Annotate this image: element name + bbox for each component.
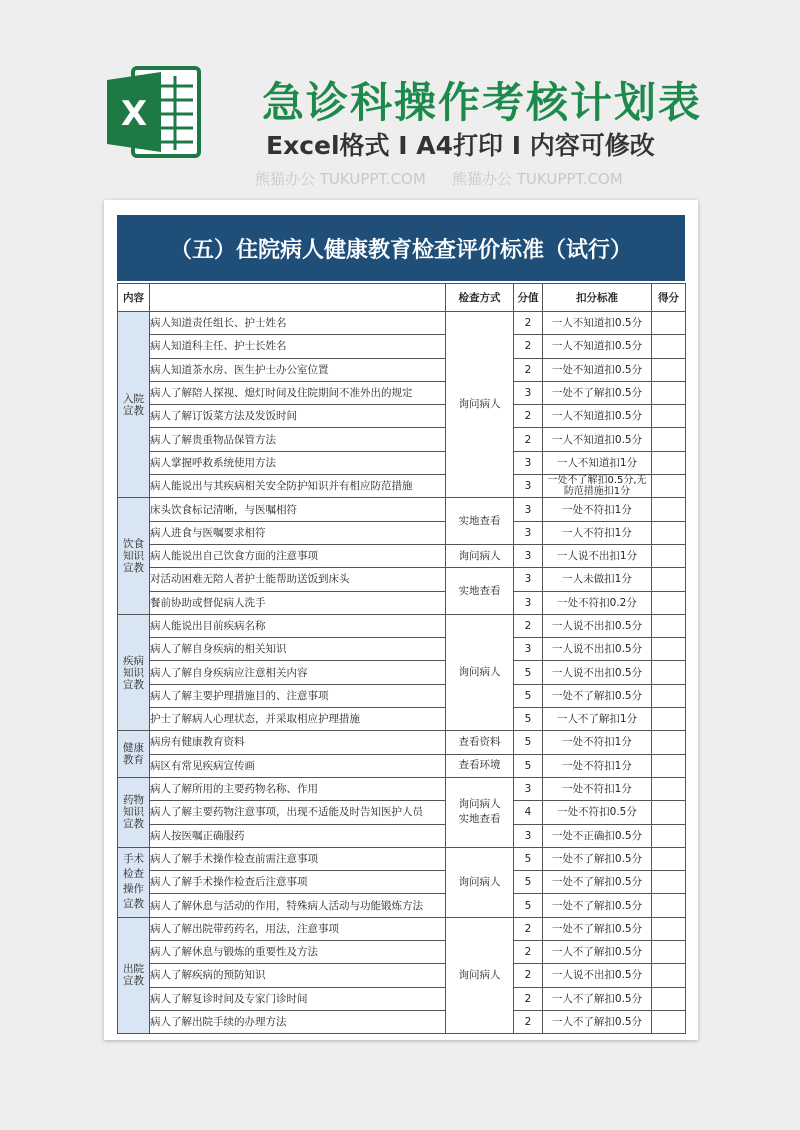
result-cell[interactable] (652, 801, 686, 824)
table-row (118, 777, 686, 800)
col-header-content-detail (150, 284, 446, 312)
result-cell[interactable] (652, 614, 686, 637)
standard-cell: 一处不了解扣0.5分 (543, 684, 652, 707)
method-cell (446, 498, 514, 545)
standard-cell: 一处不了解扣0.5分 (543, 847, 652, 870)
watermark: 熊猫办公 TUKUPPT.COM (452, 170, 623, 188)
result-cell[interactable] (652, 475, 686, 498)
content-cell: 病人知道责任组长、护士姓名 (150, 312, 446, 335)
table-row (118, 871, 686, 894)
table-row (118, 964, 686, 987)
col-header-score: 分值 (514, 284, 543, 312)
table-row (118, 754, 686, 777)
method-label: 询问病人 (458, 398, 501, 411)
method-cell (446, 754, 514, 777)
method-label: 查看环境 (458, 759, 501, 772)
method-label: 询问病人 (458, 549, 501, 562)
score-cell: 2 (514, 312, 543, 335)
score-cell: 2 (514, 614, 543, 637)
table-row (118, 544, 686, 567)
result-cell[interactable] (652, 684, 686, 707)
standard-cell: 一处不符扣0.2分 (543, 591, 652, 614)
category-label: 疾病知识宣教 (123, 654, 144, 691)
table-row (118, 941, 686, 964)
method-label: 查看资料 (458, 735, 501, 748)
result-cell[interactable] (652, 591, 686, 614)
table-row (118, 894, 686, 917)
content-cell: 病房有健康教育资料 (150, 731, 446, 754)
score-cell: 3 (514, 777, 543, 800)
table-row (118, 847, 686, 870)
result-cell[interactable] (652, 335, 686, 358)
method-cell (446, 847, 514, 917)
content-cell: 病人了解自身疾病应注意相关内容 (150, 661, 446, 684)
category-cell (118, 614, 150, 730)
result-cell[interactable] (652, 754, 686, 777)
standard-cell: 一人说不出扣0.5分 (543, 614, 652, 637)
content-cell: 病人了解休息与锻炼的重要性及方法 (150, 941, 446, 964)
result-cell[interactable] (652, 871, 686, 894)
evaluation-table (117, 283, 686, 1034)
result-cell[interactable] (652, 894, 686, 917)
content-cell: 床头饮食标记清晰，与医嘱相符 (150, 498, 446, 521)
score-cell: 4 (514, 801, 543, 824)
method-cell (446, 568, 514, 615)
content-cell: 病人知道茶水房、医生护士办公室位置 (150, 358, 446, 381)
result-cell[interactable] (652, 847, 686, 870)
col-header-content: 内容 (118, 284, 150, 312)
content-cell: 病人了解复诊时间及专家门诊时间 (150, 987, 446, 1010)
score-cell: 5 (514, 871, 543, 894)
score-cell: 2 (514, 964, 543, 987)
result-cell[interactable] (652, 987, 686, 1010)
score-cell: 3 (514, 521, 543, 544)
category-label: 饮食知识宣教 (123, 538, 144, 575)
standard-cell: 一处不了解扣0.5分 (543, 871, 652, 894)
result-cell[interactable] (652, 451, 686, 474)
score-cell: 3 (514, 451, 543, 474)
content-cell: 病人了解出院手续的办理方法 (150, 1010, 446, 1033)
category-cell (118, 847, 150, 917)
content-cell: 病人了解主要护理措施目的、注意事项 (150, 684, 446, 707)
sub-title: Excel格式 I A4打印 I 内容可修改 (266, 131, 655, 160)
standard-cell: 一人不了解扣1分 (543, 708, 652, 731)
standard-cell: 一人不知道扣0.5分 (543, 312, 652, 335)
content-cell: 病人能说出自己饮食方面的注意事项 (150, 544, 446, 567)
excel-logo-icon (103, 62, 203, 162)
method-label: 询问病人 (458, 666, 501, 679)
standard-cell: 一人说不出扣0.5分 (543, 661, 652, 684)
category-label: 出院宣教 (123, 963, 144, 988)
table-row (118, 312, 686, 335)
score-cell: 3 (514, 381, 543, 404)
category-label: 药物知识宣教 (123, 794, 144, 831)
result-cell[interactable] (652, 568, 686, 591)
category-cell (118, 498, 150, 614)
category-label: 入院宣教 (123, 392, 144, 417)
method-label: 询问病人 (458, 875, 501, 888)
table-row (118, 1010, 686, 1033)
standard-cell: 一人不知道扣1分 (543, 451, 652, 474)
table-row (118, 451, 686, 474)
score-cell: 2 (514, 987, 543, 1010)
score-cell: 2 (514, 405, 543, 428)
result-cell[interactable] (652, 312, 686, 335)
content-cell: 病人了解休息与活动的作用，特殊病人活动与功能锻炼方法 (150, 894, 446, 917)
standard-cell: 一处不符扣0.5分 (543, 801, 652, 824)
result-cell[interactable] (652, 917, 686, 940)
method-cell (446, 917, 514, 1033)
standard-cell: 一人不知道扣0.5分 (543, 405, 652, 428)
result-cell[interactable] (652, 358, 686, 381)
header-row (118, 284, 686, 312)
result-cell[interactable] (652, 731, 686, 754)
score-cell: 3 (514, 591, 543, 614)
content-cell: 餐前协助或督促病人洗手 (150, 591, 446, 614)
standard-cell: 一人不了解扣0.5分 (543, 941, 652, 964)
score-cell: 2 (514, 1010, 543, 1033)
table-row (118, 684, 686, 707)
category-cell (118, 917, 150, 1033)
score-cell: 3 (514, 498, 543, 521)
score-cell: 3 (514, 638, 543, 661)
score-cell: 5 (514, 684, 543, 707)
method-cell (446, 614, 514, 730)
table-row (118, 731, 686, 754)
table-row (118, 661, 686, 684)
standard-cell: 一人不符扣1分 (543, 521, 652, 544)
result-cell[interactable] (652, 708, 686, 731)
standard-cell: 一处不符扣1分 (543, 731, 652, 754)
table-row (118, 568, 686, 591)
table-row (118, 824, 686, 847)
content-cell: 病人了解手术操作检查后注意事项 (150, 871, 446, 894)
table-row (118, 521, 686, 544)
standard-cell: 一处不了解扣0.5分,无防范措施扣1分 (543, 475, 652, 498)
score-cell: 3 (514, 824, 543, 847)
logo-letter: X (120, 94, 148, 134)
content-cell: 病人了解所用的主要药物名称、作用 (150, 777, 446, 800)
standard-cell: 一处不了解扣0.5分 (543, 917, 652, 940)
score-cell: 5 (514, 708, 543, 731)
content-cell: 病区有常见疾病宣传画 (150, 754, 446, 777)
table-row (118, 475, 686, 498)
standard-cell: 一人不了解扣0.5分 (543, 1010, 652, 1033)
result-cell[interactable] (652, 964, 686, 987)
result-cell[interactable] (652, 824, 686, 847)
content-cell: 病人了解贵重物品保管方法 (150, 428, 446, 451)
table-row (118, 638, 686, 661)
score-cell: 2 (514, 917, 543, 940)
standard-cell: 一处不了解扣0.5分 (543, 381, 652, 404)
table-row (118, 987, 686, 1010)
standard-cell: 一人不知道扣0.5分 (543, 428, 652, 451)
content-cell: 病人了解出院带药药名，用法，注意事项 (150, 917, 446, 940)
result-cell[interactable] (652, 498, 686, 521)
content-cell: 护士了解病人心理状态，并采取相应护理措施 (150, 708, 446, 731)
content-cell: 病人知道科主任、护士长姓名 (150, 335, 446, 358)
score-cell: 5 (514, 894, 543, 917)
content-cell: 病人掌握呼救系统使用方法 (150, 451, 446, 474)
table-row (118, 381, 686, 404)
result-cell[interactable] (652, 544, 686, 567)
content-cell: 病人了解主要药物注意事项，出现不适能及时告知医护人员 (150, 801, 446, 824)
category-label: 手术检查操作宣教 (123, 853, 144, 911)
content-cell: 病人了解陪人探视、熄灯时间及住院期间不准外出的规定 (150, 381, 446, 404)
score-cell: 3 (514, 544, 543, 567)
watermark: 熊猫办公 TUKUPPT.COM (255, 170, 426, 188)
col-header-result: 得分 (652, 284, 686, 312)
content-cell: 病人了解手术操作检查前需注意事项 (150, 847, 446, 870)
table-row (118, 335, 686, 358)
table-row (118, 428, 686, 451)
standard-cell: 一处不正确扣0.5分 (543, 824, 652, 847)
score-cell: 5 (514, 661, 543, 684)
result-cell[interactable] (652, 521, 686, 544)
standard-cell: 一人说不出扣0.5分 (543, 638, 652, 661)
result-cell[interactable] (652, 661, 686, 684)
content-cell: 病人了解订饭菜方法及发饭时间 (150, 405, 446, 428)
standard-cell: 一处不符扣1分 (543, 777, 652, 800)
standard-cell: 一人说不出扣1分 (543, 544, 652, 567)
standard-cell: 一人不知道扣0.5分 (543, 335, 652, 358)
score-cell: 5 (514, 847, 543, 870)
method-cell (446, 731, 514, 754)
col-header-method: 检查方式 (446, 284, 514, 312)
category-label: 健康教育 (123, 742, 144, 767)
standard-cell: 一人说不出扣0.5分 (543, 964, 652, 987)
table-row (118, 591, 686, 614)
result-cell[interactable] (652, 638, 686, 661)
document-title: （五）住院病人健康教育检查评价标准（试行） (117, 215, 685, 281)
score-cell: 2 (514, 335, 543, 358)
promo-header (0, 0, 800, 200)
category-cell (118, 731, 150, 778)
score-cell: 5 (514, 731, 543, 754)
score-cell: 3 (514, 568, 543, 591)
result-cell[interactable] (652, 381, 686, 404)
table-row (118, 614, 686, 637)
standard-cell: 一处不知道扣0.5分 (543, 358, 652, 381)
content-cell: 病人进食与医嘱要求相符 (150, 521, 446, 544)
main-title: 急诊科操作考核计划表 (262, 78, 703, 127)
standard-cell: 一处不了解扣0.5分 (543, 894, 652, 917)
content-cell: 病人按医嘱正确服药 (150, 824, 446, 847)
method-label: 询问病人实地查看 (458, 798, 501, 826)
table-row (118, 498, 686, 521)
content-cell: 病人能说出目前疾病名称 (150, 614, 446, 637)
category-cell (118, 777, 150, 847)
category-cell (118, 312, 150, 498)
content-cell: 病人能说出与其疾病相关安全防护知识并有相应防范措施 (150, 475, 446, 498)
score-cell: 5 (514, 754, 543, 777)
method-label: 实地查看 (458, 514, 501, 527)
result-cell[interactable] (652, 405, 686, 428)
table-row (118, 708, 686, 731)
method-cell (446, 777, 514, 847)
method-label: 实地查看 (458, 584, 501, 597)
table-row (118, 917, 686, 940)
content-cell: 病人了解疾病的预防知识 (150, 964, 446, 987)
content-cell: 病人了解自身疾病的相关知识 (150, 638, 446, 661)
standard-cell: 一人未做扣1分 (543, 568, 652, 591)
method-label: 询问病人 (458, 968, 501, 981)
score-cell: 2 (514, 358, 543, 381)
content-cell: 对活动困难无陪人者护士能帮助送饭到床头 (150, 568, 446, 591)
table-row (118, 405, 686, 428)
method-cell (446, 312, 514, 498)
score-cell: 2 (514, 428, 543, 451)
result-cell[interactable] (652, 941, 686, 964)
standard-cell: 一人不了解扣0.5分 (543, 987, 652, 1010)
table-row (118, 801, 686, 824)
result-cell[interactable] (652, 428, 686, 451)
result-cell[interactable] (652, 1010, 686, 1033)
standard-cell: 一处不符扣1分 (543, 498, 652, 521)
method-cell (446, 544, 514, 567)
table-row (118, 358, 686, 381)
score-cell: 2 (514, 941, 543, 964)
standard-cell: 一处不符扣1分 (543, 754, 652, 777)
result-cell[interactable] (652, 777, 686, 800)
col-header-standard: 扣分标准 (543, 284, 652, 312)
score-cell: 3 (514, 475, 543, 498)
